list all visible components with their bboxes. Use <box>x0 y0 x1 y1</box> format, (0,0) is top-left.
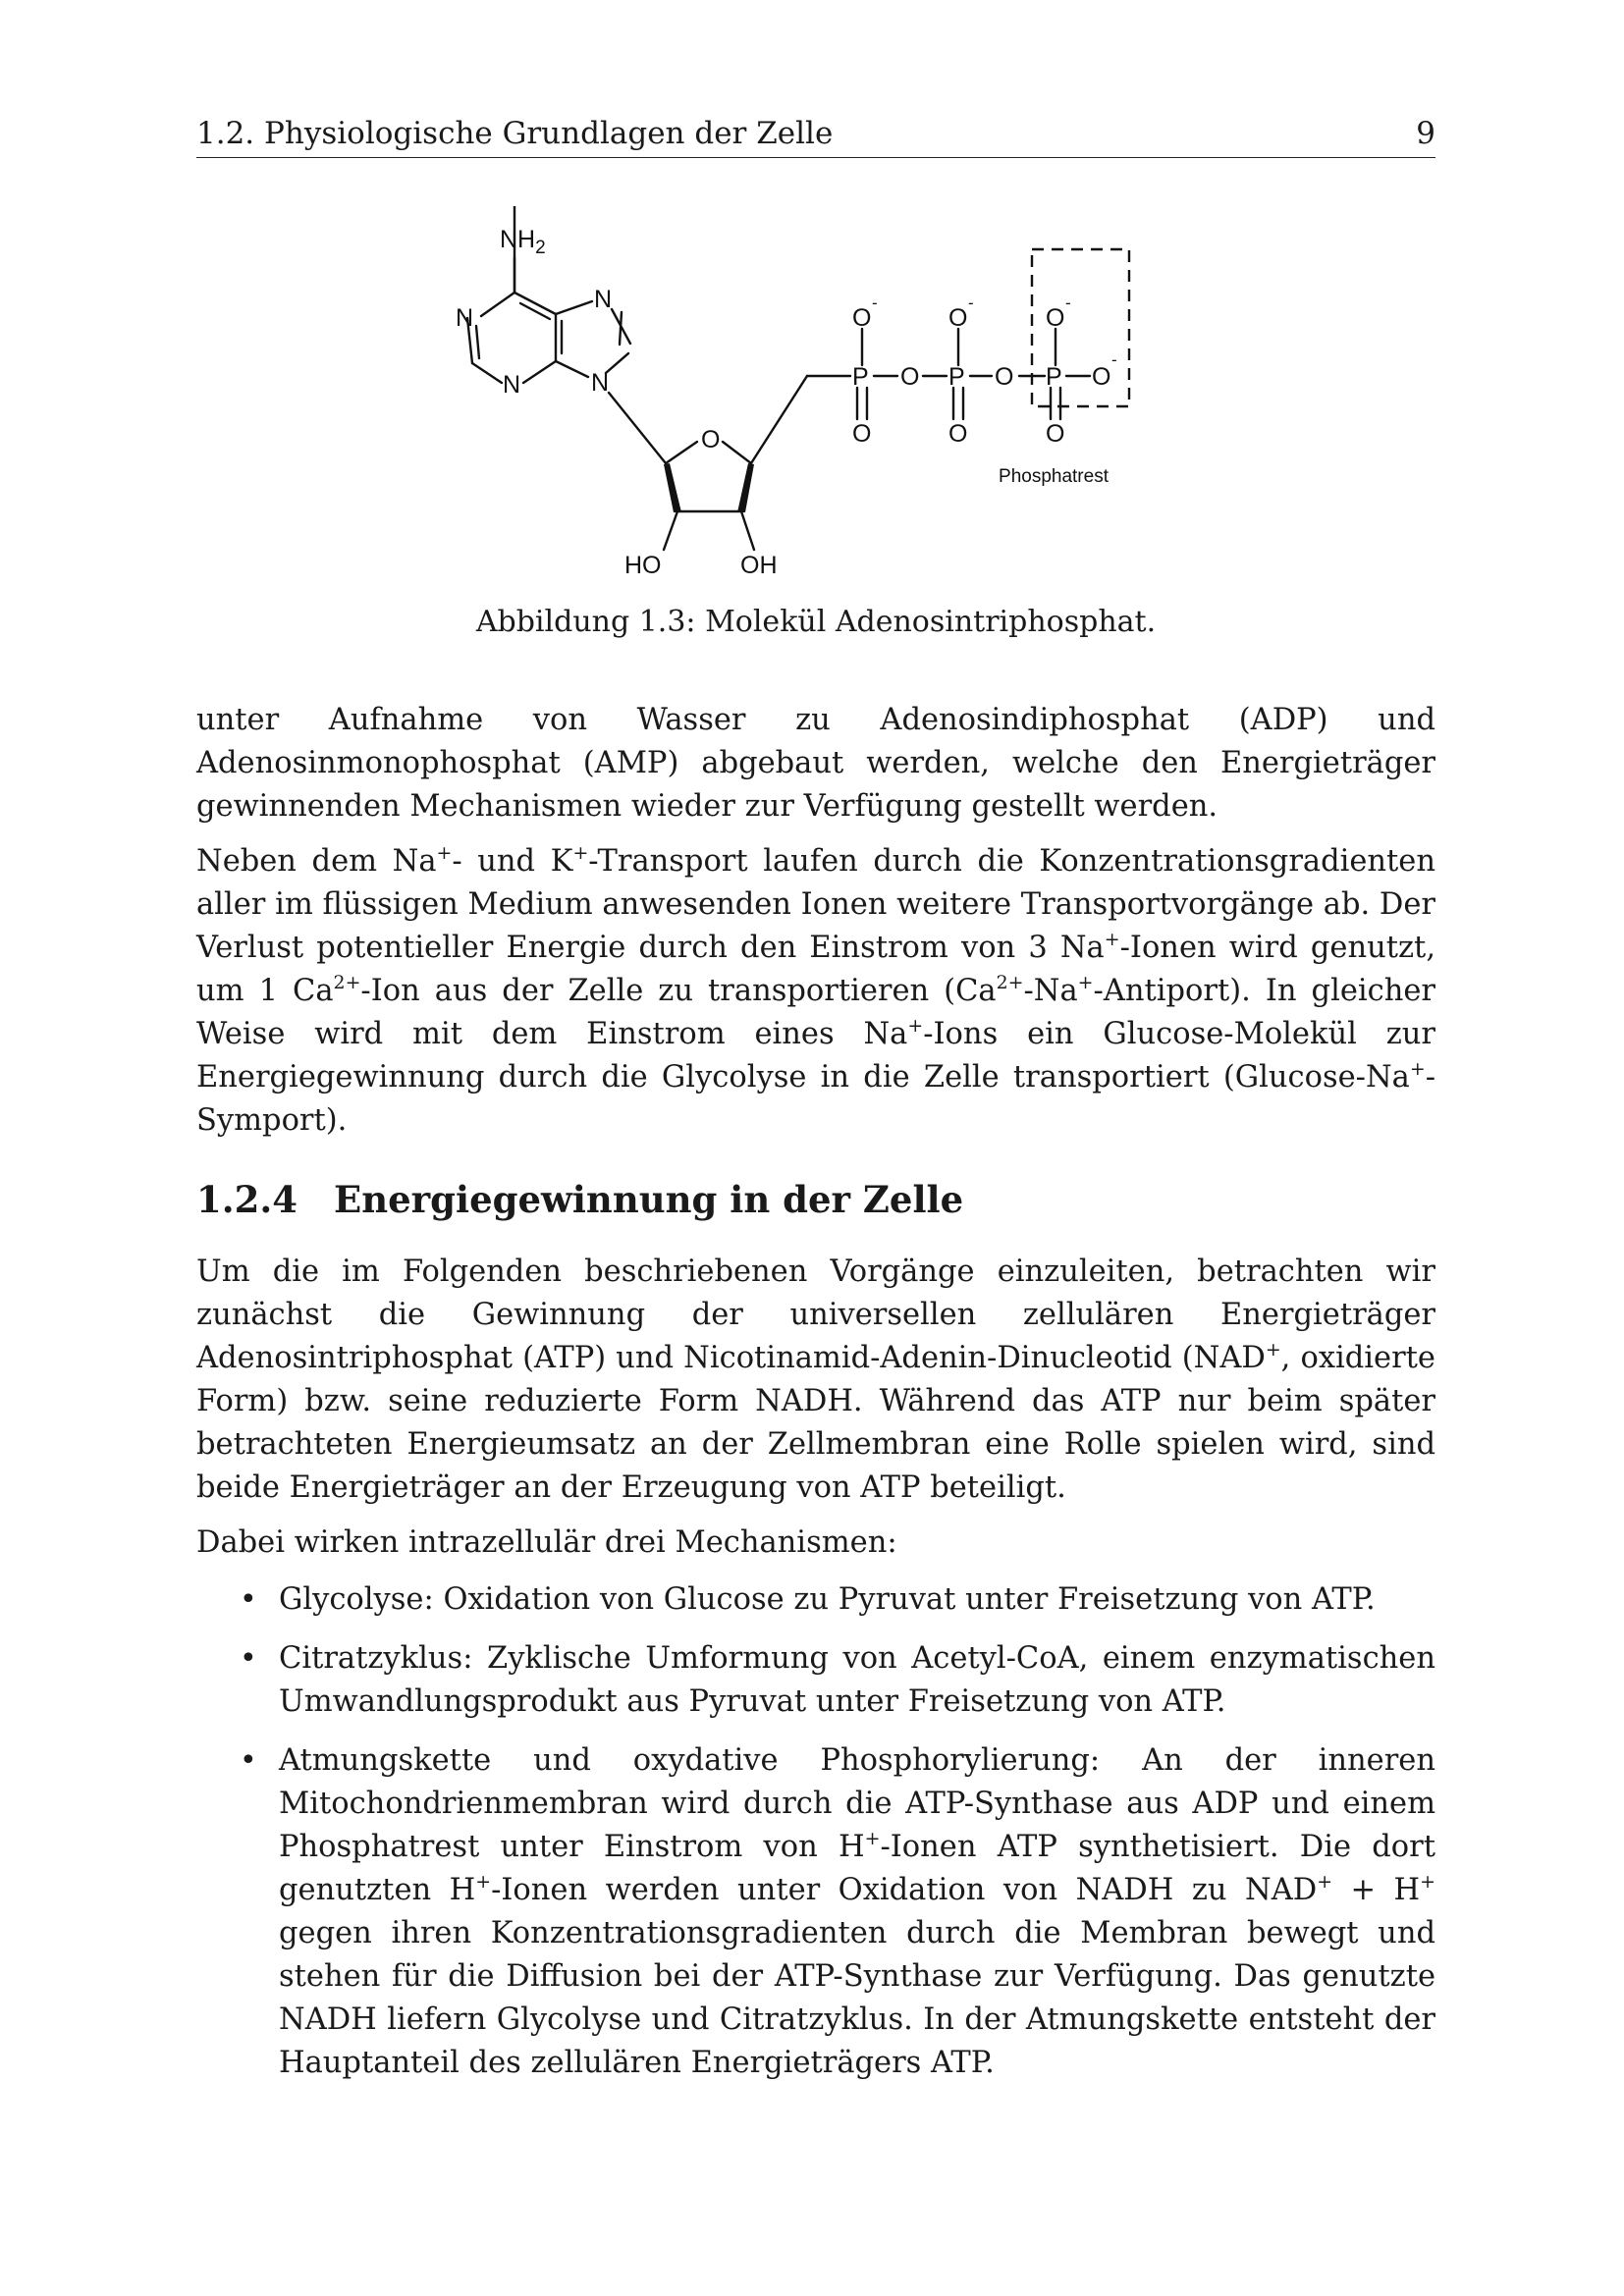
atom-n1: N <box>456 304 474 332</box>
charge-3: - <box>1065 294 1071 312</box>
wedge-bond-left <box>664 463 681 512</box>
list-item: • Atmungskette und oxydative Phosphorylierung: An der inneren Mitochondrienmembran wird durch die ATP-Synthase aus ADP und einem Phosphatrest unter Einstrom von H+-Ionen ATP synthetisiert. Die dort genutzten H+-Ionen werden unter Oxidation von NADH zu NAD+ + H+ gegen ihren Konzentrationsgradienten durch die Membran bewegt und stehen für die Diffusion bei der ATP-Synthase zur Verfügung. Das genutzte NADH liefern Glycolyse und Citratzyklus. In der Atmungskette entsteht der Hauptanteil des zellulären Energieträgers ATP. <box>196 1739 1435 2085</box>
phosphorus-1: P <box>852 363 869 391</box>
oxygen-1-bottom: O <box>852 420 872 448</box>
oxygen-3-top: O <box>1046 304 1065 332</box>
nh2-label: $NH_2$ <box>500 226 546 258</box>
oh-label: OH <box>740 552 778 579</box>
page-number: 9 <box>1416 116 1435 151</box>
charge-2: - <box>968 294 974 312</box>
ho-label: HO <box>624 552 662 579</box>
atp-structure-diagram <box>196 206 1435 609</box>
running-head <box>196 116 1435 158</box>
phosphorus-2: P <box>948 363 965 391</box>
phosphorus-3: P <box>1046 363 1062 391</box>
header-section-title: 1.2. Physiologische Grundlagen der Zelle <box>196 116 834 151</box>
bullet-icon: • <box>240 1582 257 1617</box>
ribose-ring-oxygen: O <box>701 426 721 454</box>
oxygen-1-top: O <box>852 304 872 332</box>
atp-molecule-figure <box>196 206 1435 609</box>
mechanism-list <box>196 1578 1435 2085</box>
wedge-bond-right <box>737 463 754 512</box>
atom-n9: N <box>591 369 610 397</box>
phosphate-label: Phosphatrest <box>999 466 1109 487</box>
bullet-icon: • <box>240 1641 257 1676</box>
paragraph-2: Neben dem Na+- und K+-Transport laufen durch die Konzentrationsgradienten aller im flüssigen Medium anwesenden Ionen weitere Transportvorgänge ab. Der Verlust potentieller Energie durch den Einstrom von 3 Na+-Ionen wird genutzt, um 1 $Ca^{2+}$-Ion aus der Zelle zu transportieren $(Ca^{2+}-Na^+-Antiport)$. In gleicher Weise wird mit dem Einstrom eines Na+-Ions ein Glucose-Molekül zur Energiegewinnung durch die Glycolyse in die Zelle transportiert (Glucose-Na+-Symport). <box>196 841 1436 1138</box>
oxygen-3-bottom: O <box>1046 420 1065 448</box>
oxygen-2-bottom: O <box>948 420 968 448</box>
bullet-icon: • <box>240 1743 257 1778</box>
atom-n3: N <box>503 371 521 399</box>
body-text <box>196 699 1435 2101</box>
bridge-oxygen-1: O <box>900 363 920 391</box>
section-title: Energiegewinnung in der Zelle <box>334 1178 964 1221</box>
section-number: 1.2.4 <box>196 1178 298 1221</box>
figure-caption: Abbildung 1.3: Molekül Adenosintriphosphat. <box>475 605 1157 639</box>
section-heading <box>196 1178 1435 1221</box>
charge-1: - <box>872 294 878 312</box>
oxygen-2-top: O <box>948 304 968 332</box>
oxygen-3-right: O <box>1092 363 1111 391</box>
paragraph-1: unter Aufnahme von Wasser zu Adenosindiphosphat (ADP) und Adenosinmonophosphat (AMP) abgebaut werden, welche den Energieträger gewinnenden Mechanismen wieder zur Verfügung gestellt werden. <box>196 703 1435 824</box>
paragraph-4: Dabei wirken intrazellulär drei Mechanismen: <box>196 1525 897 1560</box>
bridge-oxygen-2: O <box>995 363 1014 391</box>
paragraph-3: Um die im Folgenden beschriebenen Vorgänge einzuleiten, betrachten wir zunächst die Gewinnung der universellen zellulären Energieträger Adenosintriphosphat (ATP) und Nicotinamid-Adenin-Dinucleotid (NAD+, oxidierte Form) bzw. seine reduzierte Form NADH. Während das ATP nur beim später betrachteten Energieumsatz an der Zellmembran eine Rolle spielen wird, sind beide Energieträger an der Erzeugung von ATP beteiligt. <box>196 1255 1435 1505</box>
charge-4: - <box>1111 350 1117 369</box>
atom-n7: N <box>594 286 613 313</box>
list-item: • Glycolyse: Oxidation von Glucose zu Pyruvat unter Freisetzung von ATP. <box>196 1578 1435 1622</box>
list-item: • Citratzyklus: Zyklische Umformung von Acetyl-CoA, einem enzymatischen Umwandlungsprodukt aus Pyruvat unter Freisetzung von ATP. <box>196 1637 1435 1724</box>
